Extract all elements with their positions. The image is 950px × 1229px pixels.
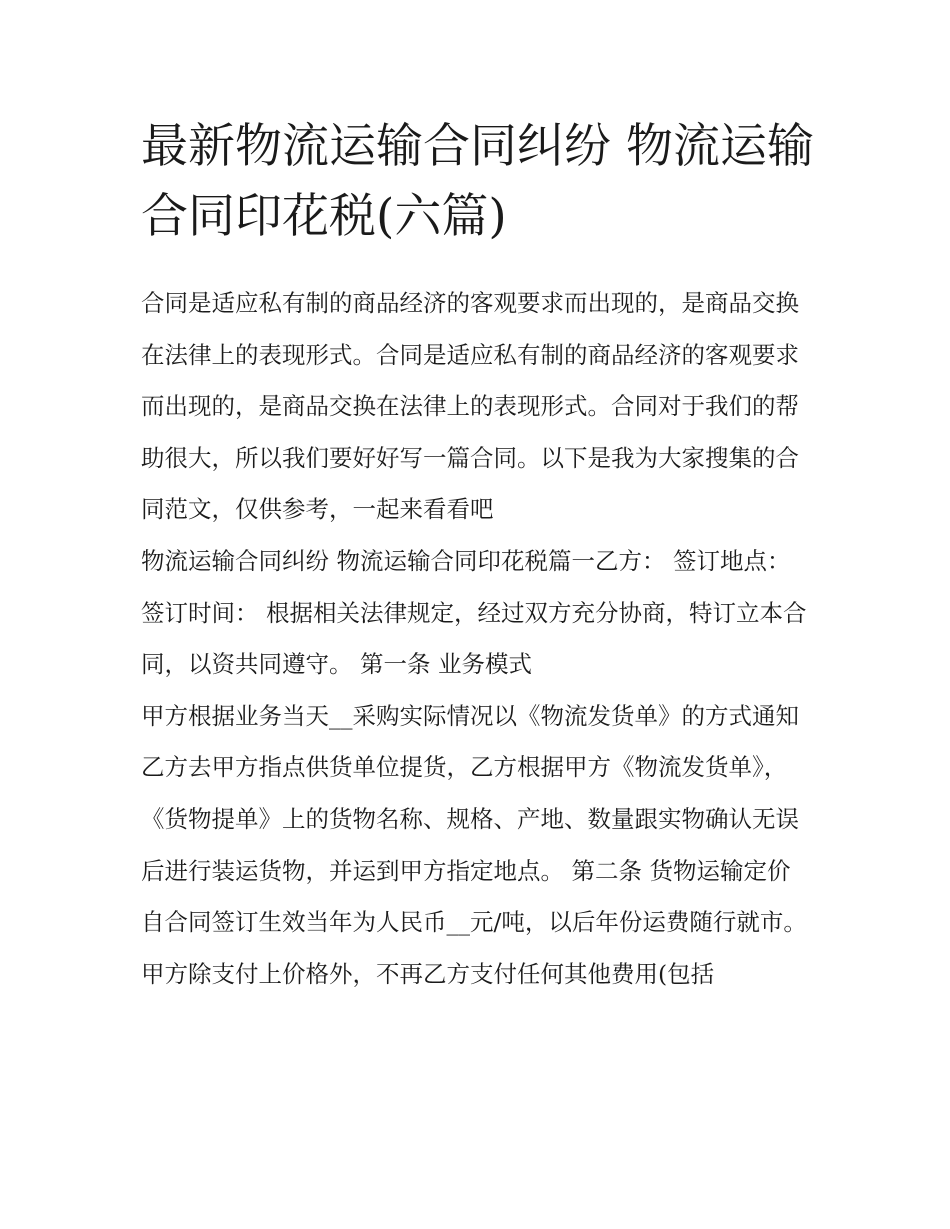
paragraph-business-mode: 甲方根据业务当天__采购实际情况以《物流发货单》的方式通知乙方去甲方指点供货单位提货，乙方根据甲方《物流发货单》， <box>141 701 799 782</box>
paragraph-contract-header: 物流运输合同纠纷 物流运输合同印花税篇一乙方： 签订地点： 签订时间： 根据相关法律规定，经过双方充分协商，特订立本合同，以资共同遵守。 第一条 业务模式 <box>141 546 807 679</box>
paragraph-pricing: 自合同签订生效当年为人民币__元/吨，以后年份运费随行就市。甲方除支付上价格外，不再乙方支付任何其他费用(包括 <box>141 908 807 988</box>
document-title: 最新物流运输合同纠纷 物流运输合同印花税(六篇) <box>141 119 814 244</box>
paragraph-intro: 合同是适应私有制的商品经济的客观要求而出现的，是商品交换在法律上的表现形式。合同是适应私有制的商品经济的客观要求而出现的，是商品交换在法律上的表现形式。合同对于我们的帮助很大，所以我们要好好写一篇合同。以下是我为大家搜集的合同范文，仅供参考，一起来看看吧 <box>141 289 799 524</box>
paragraph-cargo-bill: 《货物提单》上的货物名称、规格、产地、数量跟实物确认无误后进行装运货物，并运到甲方指定地点。 第二条 货物运输定价 <box>141 804 799 885</box>
document-body <box>141 278 813 1000</box>
